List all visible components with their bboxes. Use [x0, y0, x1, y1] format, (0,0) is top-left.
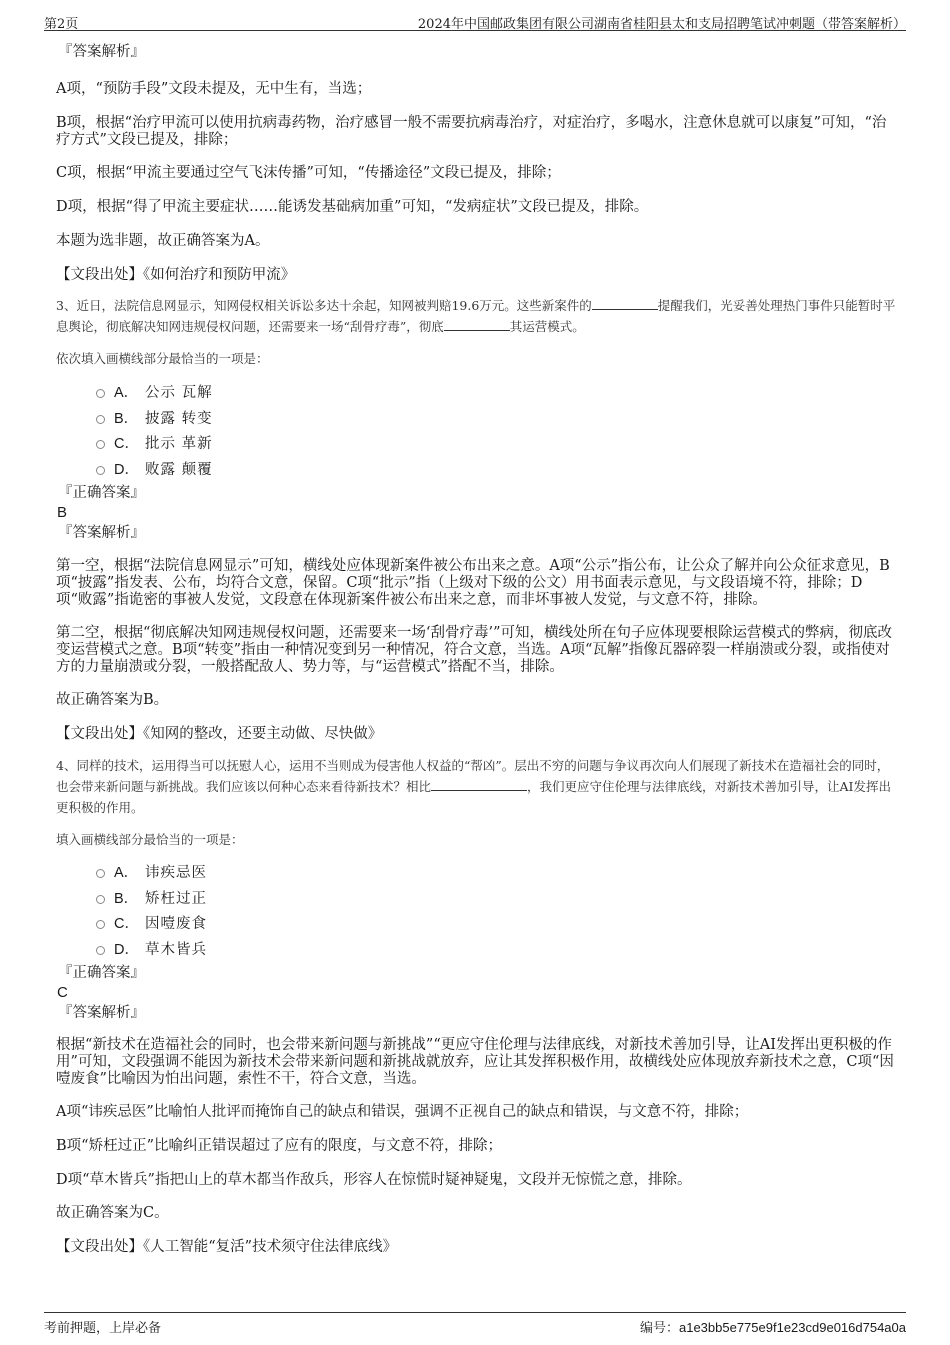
q4-analysis-p1: 根据“新技术在造福社会的同时，也会带来新问题与新挑战”“更应守住伦理与法律底线，对新技术善加引导，让AI发挥出更积极的作用”可知，文段强调不能因为新技术会带来新问题和新挑战就放弃，应让其发挥积极作用，故横线处应体现放弃新技术之意，C项“因噎废食”比喻因为怕出问题，索性不干，符合文意，当选。 — [56, 1037, 894, 1087]
q4-conclusion: 故正确答案为C。 — [56, 1205, 169, 1221]
q3-conclusion: 故正确答案为B。 — [56, 692, 169, 708]
page-footer — [44, 1312, 906, 1341]
radio-icon[interactable] — [96, 389, 105, 398]
q3-blank-2 — [444, 317, 510, 331]
q2-analysis-c: C项，根据“甲流主要通过空气飞沫传播”可知，“传播途径”文段已提及，排除； — [56, 165, 561, 181]
q2-analysis-label: 『答案解析』 — [58, 44, 145, 60]
radio-icon[interactable] — [96, 946, 105, 955]
q4-prompt: 填入画横线部分最恰当的一项是： — [56, 832, 244, 847]
radio-icon[interactable] — [96, 920, 105, 929]
footer-code: 编号：a1e3bb5e775e9f1e23cd9e016d754a0a — [639, 1320, 906, 1336]
q3-analysis-label: 『答案解析』 — [58, 525, 145, 541]
document-title: 2024年中国邮政集团有限公司湖南省桂阳县太和支局招聘笔试冲刺题（带答案解析） — [417, 17, 906, 32]
q3-prompt: 依次填入画横线部分最恰当的一项是： — [56, 351, 269, 366]
q3-option-a[interactable]: A． 公示 瓦解 — [56, 379, 896, 405]
q3-options — [56, 379, 896, 481]
q4-blank — [431, 777, 527, 791]
q3-analysis-p2: 第二空，根据“彻底解决知网违规侵权问题，还需要来一场‘刮骨疗毒’”可知，横线处所在句子应体现要根除运营模式的弊病，彻底改变运营模式之意。B项“转变”指由一种情况变到另一种情况，符合文意，当选。A项“瓦解”指像瓦器碎裂一样崩溃或分裂，或指使对方的力量崩溃或分裂，一般搭配敌人、势力等，与“运营模式”搭配不当，排除。 — [56, 625, 893, 675]
radio-icon[interactable] — [96, 415, 105, 424]
q4-stem: 4、同样的技术，运用得当可以抚慰人心，运用不当则成为侵害他人权益的“帮凶”。层出不穷的问题与争议再次向人们展现了新技术在造福社会的同时，也会带来新问题与新挑战。我们应该以何种心态来看待新技术？相比 ，我们更应守住伦理与法律底线，对新技术善加引导，让AI发挥出更积极的作用。 — [56, 758, 891, 815]
q4-analysis-b: B项“矫枉过正”比喻纠正错误超过了应有的限度，与文意不符，排除； — [56, 1138, 502, 1154]
q4-option-b[interactable]: B． 矫枉过正 — [56, 885, 896, 911]
q3-option-d[interactable]: D． 败露 颠覆 — [56, 456, 896, 482]
q3-option-c[interactable]: C． 批示 革新 — [56, 430, 896, 456]
q4-analysis-label: 『答案解析』 — [58, 1005, 145, 1021]
q4-analysis-a: A项“讳疾忌医”比喻怕人批评而掩饰自己的缺点和错误，强调不正视自己的缺点和错误，与文意不符，排除； — [56, 1104, 749, 1120]
q3-stem: 3、近日，法院信息网显示，知网侵权相关诉讼多达十余起，知网被判赔19.6万元。这些新案件的 提醒我们，光妥善处理热门事件只能暂时平息舆论，彻底解决知网违规侵权问题，还需要来一场“刮骨疗毒”，彻底 其运营模式。 — [56, 298, 896, 334]
q3-source: 【文段出处】《知网的整改，还要主动做、尽快做》 — [56, 726, 383, 742]
q3-correct-answer: B — [57, 504, 68, 521]
q3-blank-1 — [592, 296, 658, 310]
q2-analysis-d: D项，根据“得了甲流主要症状……能诱发基础病加重”可知，“发病症状”文段已提及，排除。 — [56, 199, 649, 215]
q4-options — [56, 859, 896, 961]
q3-option-b[interactable]: B． 披露 转变 — [56, 405, 896, 431]
radio-icon[interactable] — [96, 440, 105, 449]
q3-correct-label: 『正确答案』 — [58, 485, 145, 501]
q4-correct-answer: C — [57, 984, 68, 1001]
q2-analysis-a: A项，“预防手段”文段未提及，无中生有，当选； — [56, 81, 372, 97]
radio-icon[interactable] — [96, 895, 105, 904]
q4-option-a[interactable]: A． 讳疾忌医 — [56, 859, 896, 885]
radio-icon[interactable] — [96, 466, 105, 475]
content — [56, 44, 896, 1256]
page-header — [44, 8, 906, 31]
q2-analysis-b: B项，根据“治疗甲流可以使用抗病毒药物，治疗感冒一般不需要抗病毒治疗，对症治疗，多喝水，注意休息就可以康复”可知，“治疗方式”文段已提及，排除； — [56, 115, 887, 148]
q4-option-c[interactable]: C． 因噎废食 — [56, 910, 896, 936]
q2-source: 【文段出处】《如何治疗和预防甲流》 — [56, 267, 296, 283]
radio-icon[interactable] — [96, 869, 105, 878]
q2-conclusion: 本题为选非题，故正确答案为A。 — [56, 233, 270, 249]
q4-source: 【文段出处】《人工智能“复活”技术须守住法律底线》 — [56, 1239, 398, 1255]
footer-slogan: 考前押题，上岸必备 — [44, 1321, 162, 1336]
q4-option-d[interactable]: D． 草木皆兵 — [56, 936, 896, 962]
q4-analysis-d: D项“草木皆兵”指把山上的草木都当作敌兵，形容人在惊慌时疑神疑鬼，文段并无惊慌之意，排除。 — [56, 1172, 692, 1188]
page-number: 第2页 — [44, 17, 79, 32]
q4-correct-label: 『正确答案』 — [58, 965, 145, 981]
q3-analysis-p1: 第一空，根据“法院信息网显示”可知，横线处应体现新案件被公布出来之意。A项“公示”指公布，让公众了解并向公众征求意见，B项“披露”指发表、公布，均符合文意，保留。C项“批示”指（上级对下级的公文）用书面表示意见，与文段语境不符，排除；D项“败露”指诡密的事被人发觉，文段意在体现新案件被公布出来之意，而非坏事被人发觉，与文意不符，排除。 — [56, 558, 890, 608]
